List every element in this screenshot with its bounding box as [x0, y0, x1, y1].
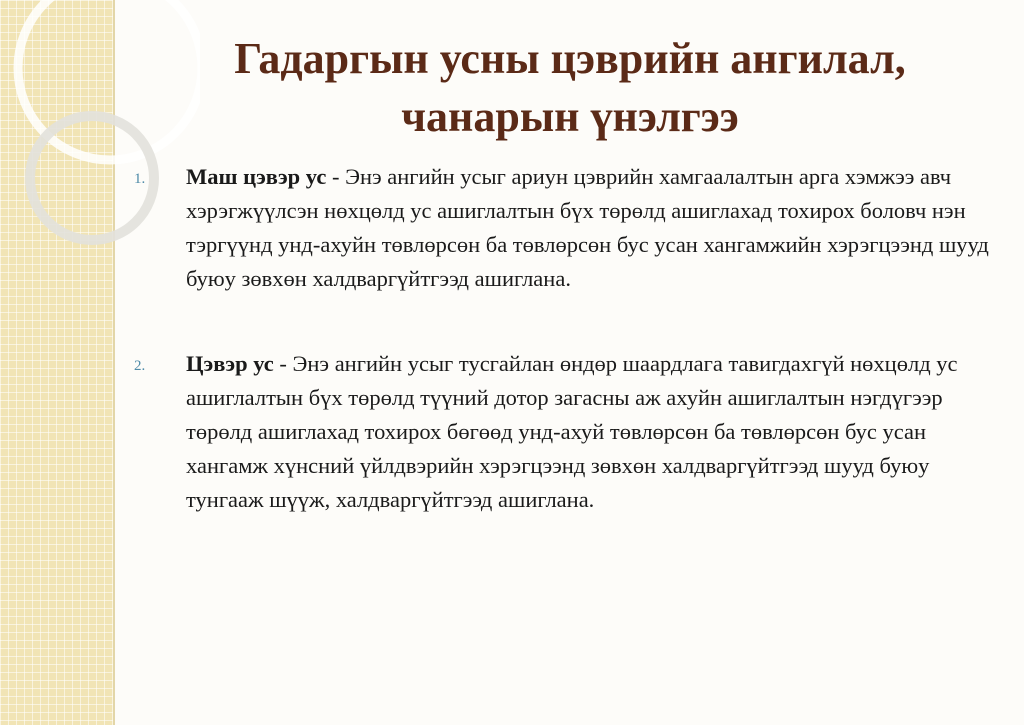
list-item-term: Маш цэвэр ус	[186, 164, 327, 189]
list-item-term: Цэвэр ус	[186, 351, 274, 376]
list-item-text: - Энэ ангийн усыг ариун цэврийн хамгаалалтын арга хэмжээ авч хэрэгжүүлсэн нөхцөлд ус ашиглалтын бүх төрөлд ашиглахад тохирох боловч нэн тэргүүнд унд-ахуйн төвлөрсөн ба төвлөрсөн бус усан хангамжийн хэрэгцээнд шууд буюу зөвхөн халдваргүйтгээд ашиглана.	[186, 164, 989, 291]
list-item	[134, 347, 994, 517]
list-item-number: 2.	[134, 358, 146, 374]
list-item	[134, 160, 994, 296]
list-item-number: 1.	[134, 171, 146, 187]
classification-list	[134, 160, 994, 517]
list-item-text: - Энэ ангийн усыг тусгайлан өндөр шаардлага тавигдахгүй нөхцөлд ус ашиглалтын бүх төрөлд түүний дотор загасны аж ахуйн ашиглалтын нэгдүгээр төрөлд ашиглахад тохирох бөгөөд унд-ахуй төвлөрсөн ба төвлөрсөн бус усан хангамж хүнсний үйлдвэрийн хэрэгцээнд зөвхөн халдваргүйтгээд шууд буюу тунгааж шүүж, халдваргүйтгээд ашиглана.	[186, 351, 958, 512]
slide-title: Гадаргын усны цэврийн ангилал, чанарын үнэлгээ	[234, 34, 906, 141]
